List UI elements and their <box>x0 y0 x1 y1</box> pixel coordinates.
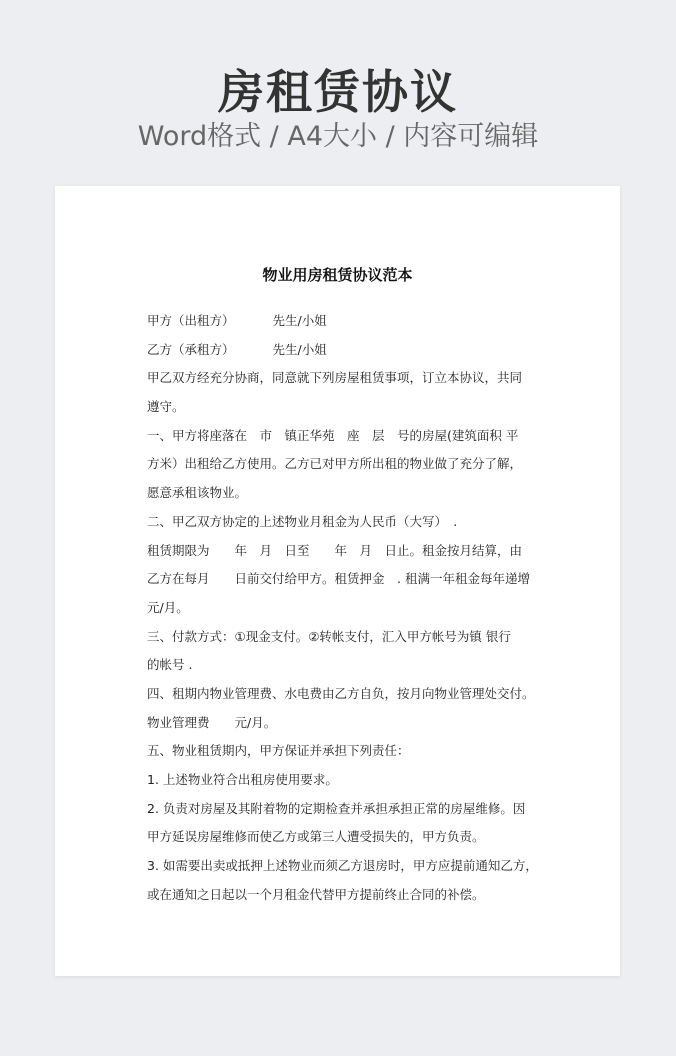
body-line: 五、物业租赁期内，甲方保证并承担下列责任： <box>147 743 410 759</box>
body-line: 或在通知之日起以一个月租金代替甲方提前终止合同的补偿。 <box>147 886 485 902</box>
document-title: 物业用房租赁协议范本 <box>262 266 413 284</box>
party-b-suffix: 先生/小姐 <box>272 341 327 357</box>
party-a-label: 甲方（出租方） <box>147 313 235 328</box>
body-line: 元/月。 <box>147 599 189 615</box>
party-a-suffix: 先生/小姐 <box>272 313 327 328</box>
party-b-label: 乙方（承租方） <box>147 341 235 357</box>
body-line: 甲乙双方经充分协商，同意就下列房屋租赁事项，订立本协议，共同 <box>147 370 523 386</box>
body-line: 一、甲方将座落在 市 镇正华苑 座 层 号的房屋(建筑面积 平 <box>147 427 519 443</box>
banner-subtitle: Word格式 / A4大小 / 内容可编辑 <box>137 121 539 152</box>
body-line: 愿意承租该物业。 <box>147 485 248 501</box>
document-page <box>55 186 620 976</box>
banner-title: 房租赁协议 <box>218 65 458 119</box>
body-line: 甲方延误房屋维修而使乙方或第三人遭受损失的，甲方负责。 <box>147 829 485 845</box>
body-line: 租赁期限为 年 月 日至 年 月 日止。租金按月结算，由 <box>147 542 523 558</box>
body-line: 1. 上述物业符合出租房使用要求。 <box>147 772 338 787</box>
body-line: 2. 负责对房屋及其附着物的定期检查并承担承担正常的房屋维修。因 <box>147 800 526 816</box>
body-line: 遵守。 <box>147 399 185 415</box>
party-a-line <box>147 307 542 336</box>
body-line: 物业管理费 元/月。 <box>147 714 277 730</box>
body-line: 四、租期内物业管理费、水电费由乙方自负，按月向物业管理处交付。 <box>147 685 535 701</box>
document-body <box>147 307 542 909</box>
body-line: 三、付款方式：①现金支付。②转帐支付，汇入甲方帐号为镇 银行 <box>147 628 511 644</box>
body-line: 二、甲乙双方协定的上述物业月租金为人民币（大写） . <box>147 513 458 529</box>
body-line: 方米）出租给乙方使用。乙方已对甲方所出租的物业做了充分了解， <box>147 456 523 472</box>
party-b-line <box>147 336 542 365</box>
body-line: 的帐号 . <box>147 657 193 673</box>
body-line: 3. 如需要出卖或抵押上述物业而须乙方退房时，甲方应提前通知乙方， <box>147 858 538 874</box>
body-line: 乙方在每月 日前交付给甲方。租赁押金 . 租满一年租金每年递增 <box>147 571 530 587</box>
